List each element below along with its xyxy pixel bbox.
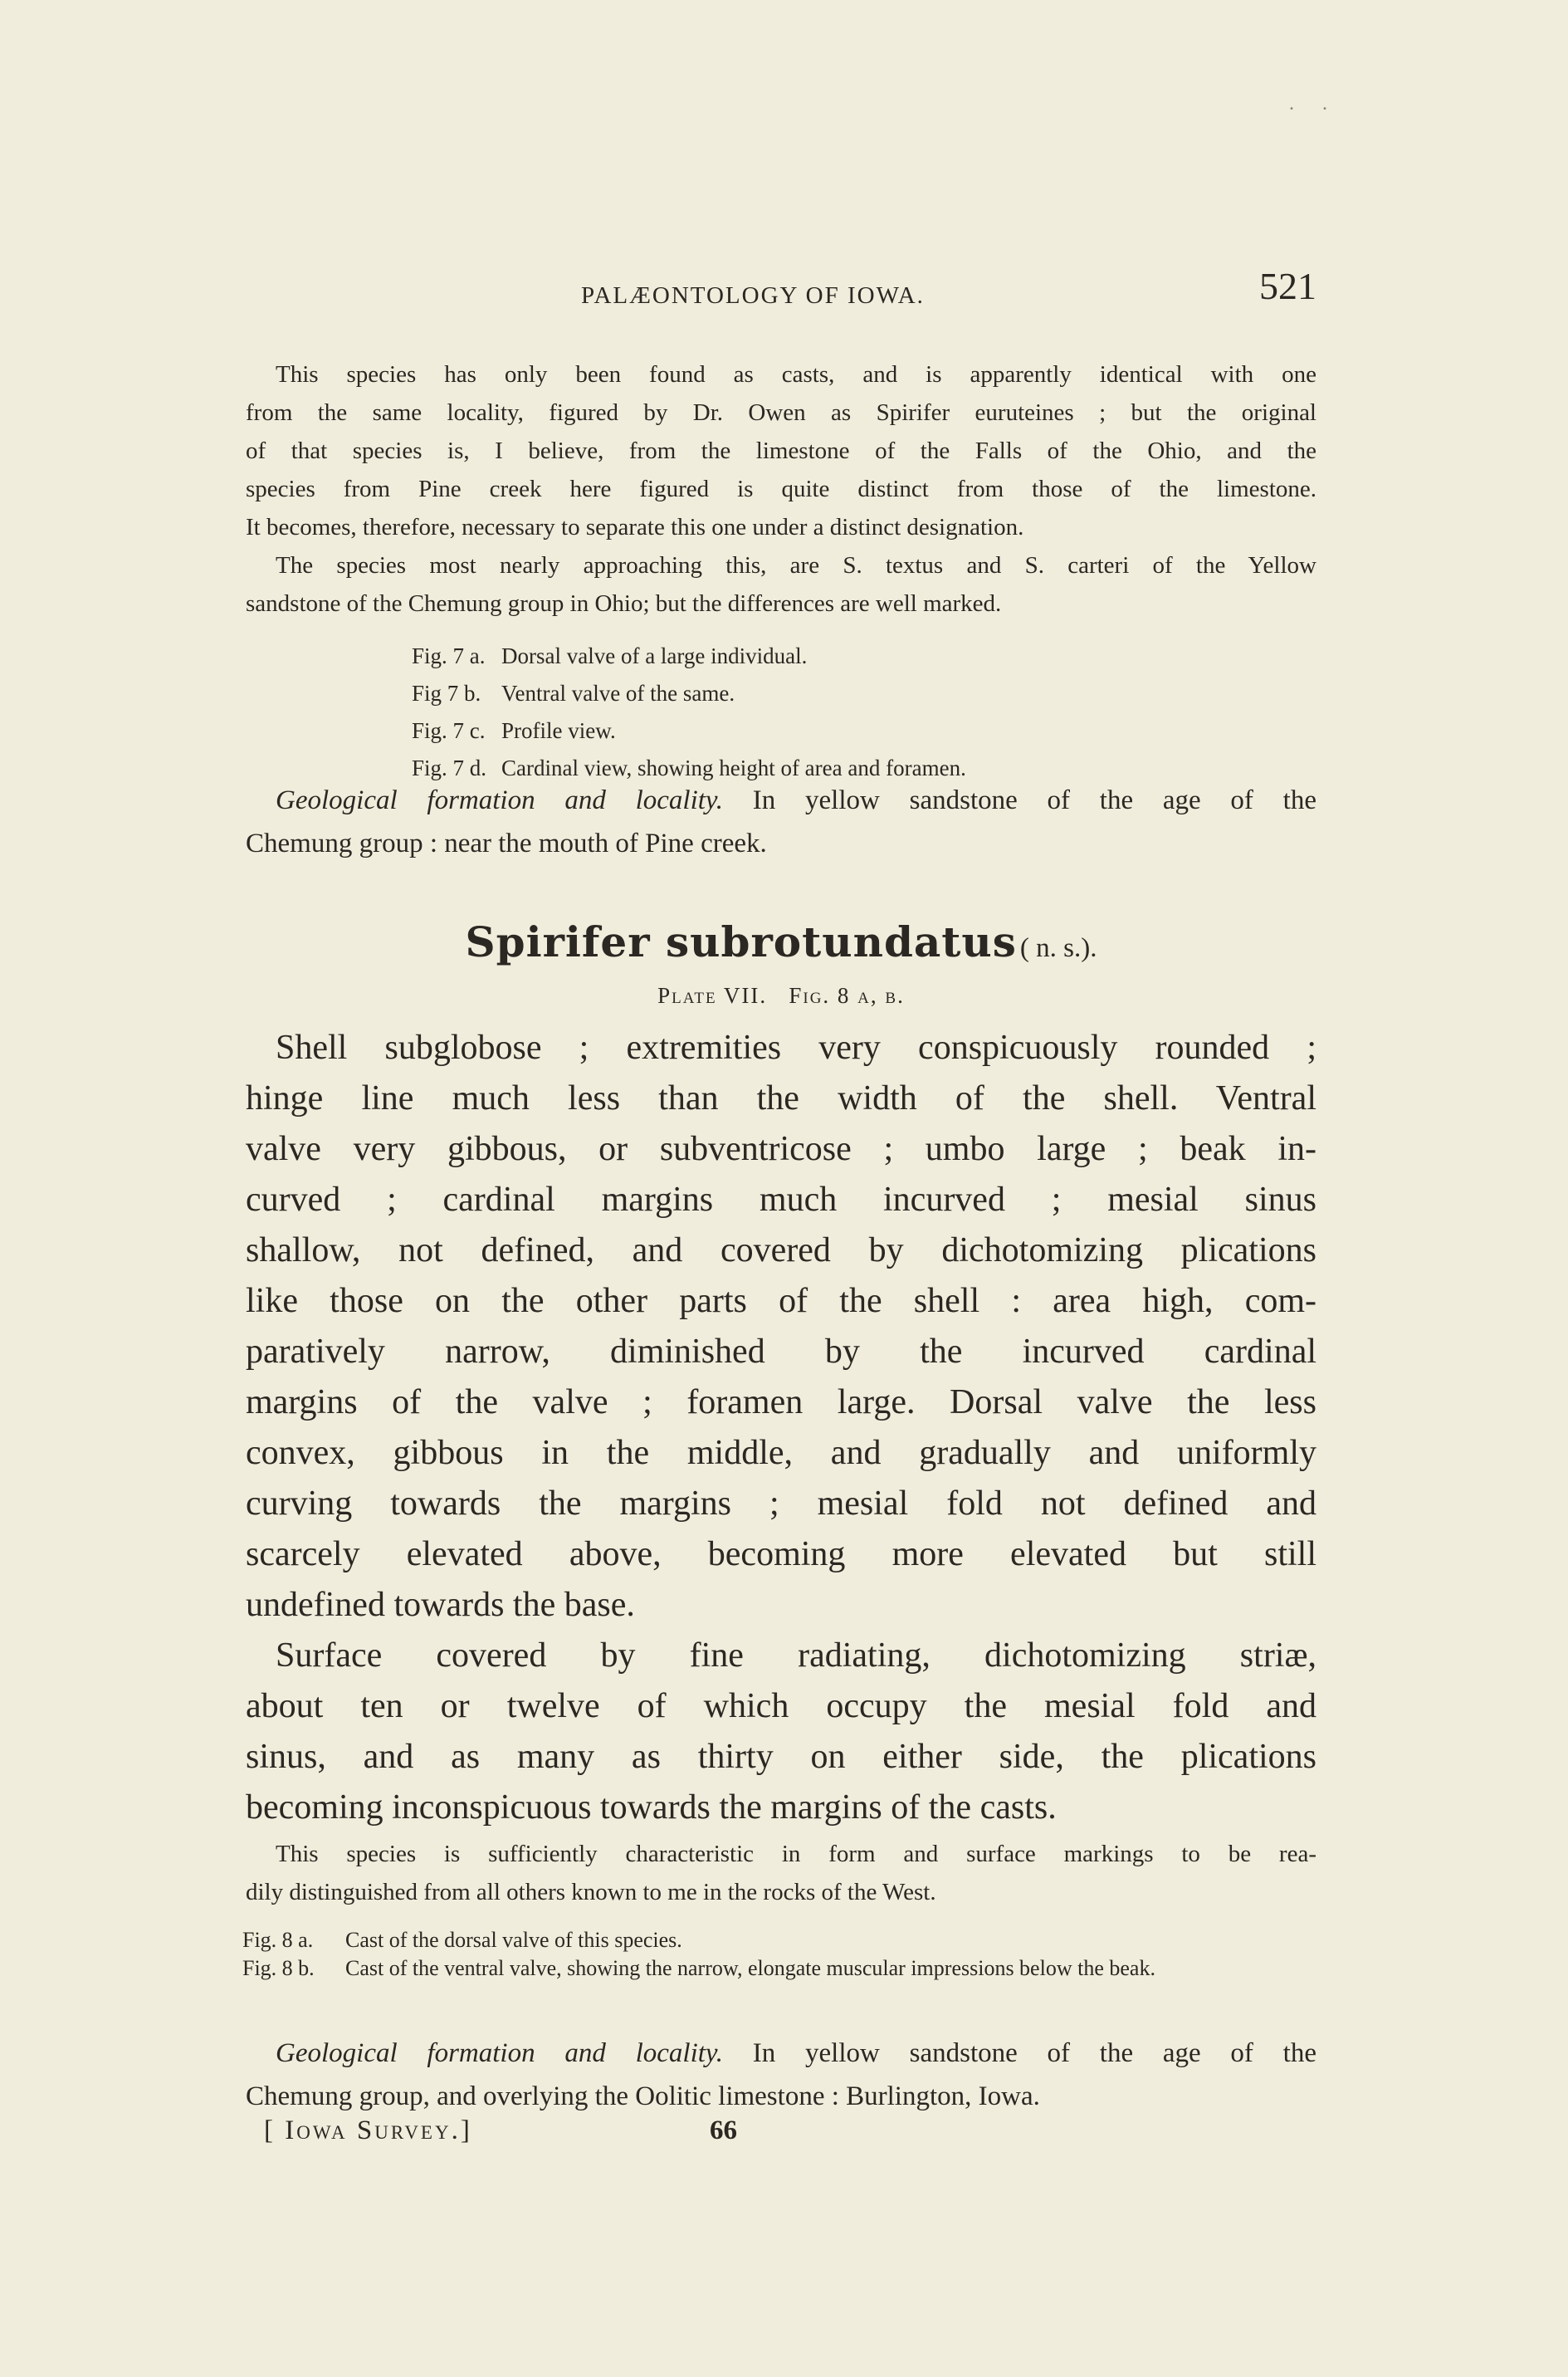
figure-label: Fig. 7 c. <box>412 718 486 743</box>
text-line: becoming inconspicuous towards the margins of the casts. <box>246 1788 1057 1827</box>
text-line: species from Pine creek here figured is quite distinct from those of the limestone. <box>246 476 1316 502</box>
text-line: shallow, not defined, and covered by dichotomizing plications <box>246 1231 1316 1269</box>
previous-species-paragraph <box>246 355 1316 623</box>
species-heading <box>246 917 1316 966</box>
figure-text: Cast of the dorsal valve of this species. <box>345 1928 682 1952</box>
geology-paragraph-8 <box>246 2032 1316 2118</box>
figure-text: Dorsal valve of a large individual. <box>501 643 808 668</box>
geology-label: Geological formation and locality. <box>276 785 724 815</box>
figure-reference: Fig. 8 a, b. <box>789 983 905 1008</box>
plate-reference <box>246 983 1316 1009</box>
text-line: about ten or twelve of which occupy the mesial fold and <box>246 1687 1316 1725</box>
text-line: The species most nearly approaching this, are S. textus and S. carteri of the Yellow <box>276 552 1316 579</box>
figure-label: Fig. 7 d. <box>412 756 487 780</box>
figure-caption <box>412 638 966 675</box>
figure-label: Fig. 8 b. <box>242 1956 315 1980</box>
text-line: sinus, and as many as thirty on either side, the plications <box>246 1738 1316 1776</box>
text-line: scarcely elevated above, becoming more elevated but still <box>246 1535 1316 1573</box>
text-line: Chemung group, and overlying the Oolitic limestone : Burlington, Iowa. <box>246 2081 1040 2111</box>
survey-footer: [ Iowa Survey.] <box>264 2115 472 2145</box>
text-line: like those on the other parts of the shell : area high, com- <box>246 1282 1316 1320</box>
text-line: curved ; cardinal margins much incurved ; mesial sinus <box>246 1181 1316 1219</box>
figure-caption <box>412 675 966 712</box>
geology-text: In yellow sandstone of the age of the <box>752 2038 1316 2068</box>
text-line: undefined towards the base. <box>246 1586 635 1624</box>
text-line: Surface covered by fine radiating, dichotomizing striæ, <box>276 1636 1316 1675</box>
text-line: dily distinguished from all others known to me in the rocks of the West. <box>246 1879 936 1905</box>
margin-mark: . . <box>1289 93 1339 115</box>
text-line: hinge line much less than the width of the shell. Ventral <box>246 1079 1316 1118</box>
plate-label: Plate VII. <box>657 983 768 1008</box>
remarks-paragraph <box>246 1835 1316 1911</box>
figure-text: Ventral valve of the same. <box>501 681 735 706</box>
figure-text: Cardinal view, showing height of area and foramen. <box>501 756 966 780</box>
shell-description <box>246 1023 1316 1631</box>
text-line: of that species is, I believe, from the limestone of the Falls of the Ohio, and the <box>246 438 1316 464</box>
signature-mark: 66 <box>710 2115 737 2145</box>
figure-list-7 <box>412 638 966 787</box>
text-line: Chemung group : near the mouth of Pine creek. <box>246 829 767 858</box>
text-line: paratively narrow, diminished by the incurved cardinal <box>246 1333 1316 1371</box>
text-line: convex, gibbous in the middle, and gradually and uniformly <box>246 1434 1316 1472</box>
page-number: 521 <box>1259 265 1316 307</box>
geology-text: In yellow sandstone of the age of the <box>752 785 1316 815</box>
text-line <box>246 2032 1316 2075</box>
figure-label: Fig 7 b. <box>412 681 481 706</box>
text-line: It becomes, therefore, necessary to separate this one under a distinct designation. <box>246 514 1024 540</box>
text-line: curving towards the margins ; mesial fold not defined and <box>246 1484 1316 1523</box>
species-note: ( n. s.). <box>1019 933 1097 963</box>
species-title: Spirifer subrotundatus <box>465 917 1017 966</box>
figure-caption <box>242 1954 1318 1983</box>
figure-caption <box>412 712 966 750</box>
text-line <box>246 779 1316 822</box>
text-line: sandstone of the Chemung group in Ohio; but the differences are well marked. <box>246 590 1002 617</box>
figure-list-8 <box>242 1926 1318 1983</box>
text-line: Shell subglobose ; extremities very conspicuously rounded ; <box>276 1029 1316 1067</box>
figure-label: Fig. 7 a. <box>412 643 486 668</box>
text-line: valve very gibbous, or subventricose ; umbo large ; beak in- <box>246 1130 1316 1168</box>
surface-description <box>246 1631 1316 1833</box>
figure-caption <box>242 1926 1318 1954</box>
geology-label: Geological formation and locality. <box>276 2038 724 2068</box>
page-header <box>246 264 1316 314</box>
text-line: This species is sufficiently characteristic in form and surface markings to be rea- <box>276 1841 1316 1867</box>
figure-text: Profile view. <box>501 718 616 743</box>
text-line: This species has only been found as casts, and is apparently identical with one <box>276 361 1316 388</box>
figure-text: Cast of the ventral valve, showing the narrow, elongate muscular impressions below the beak. <box>345 1956 1155 1980</box>
text-line: margins of the valve ; foramen large. Dorsal valve the less <box>246 1383 1316 1421</box>
text-line: from the same locality, figured by Dr. Owen as Spirifer euruteines ; but the original <box>246 399 1316 426</box>
geology-paragraph-7 <box>246 779 1316 865</box>
figure-label: Fig. 8 a. <box>242 1928 314 1952</box>
running-title: PALÆONTOLOGY OF IOWA. <box>581 282 925 309</box>
